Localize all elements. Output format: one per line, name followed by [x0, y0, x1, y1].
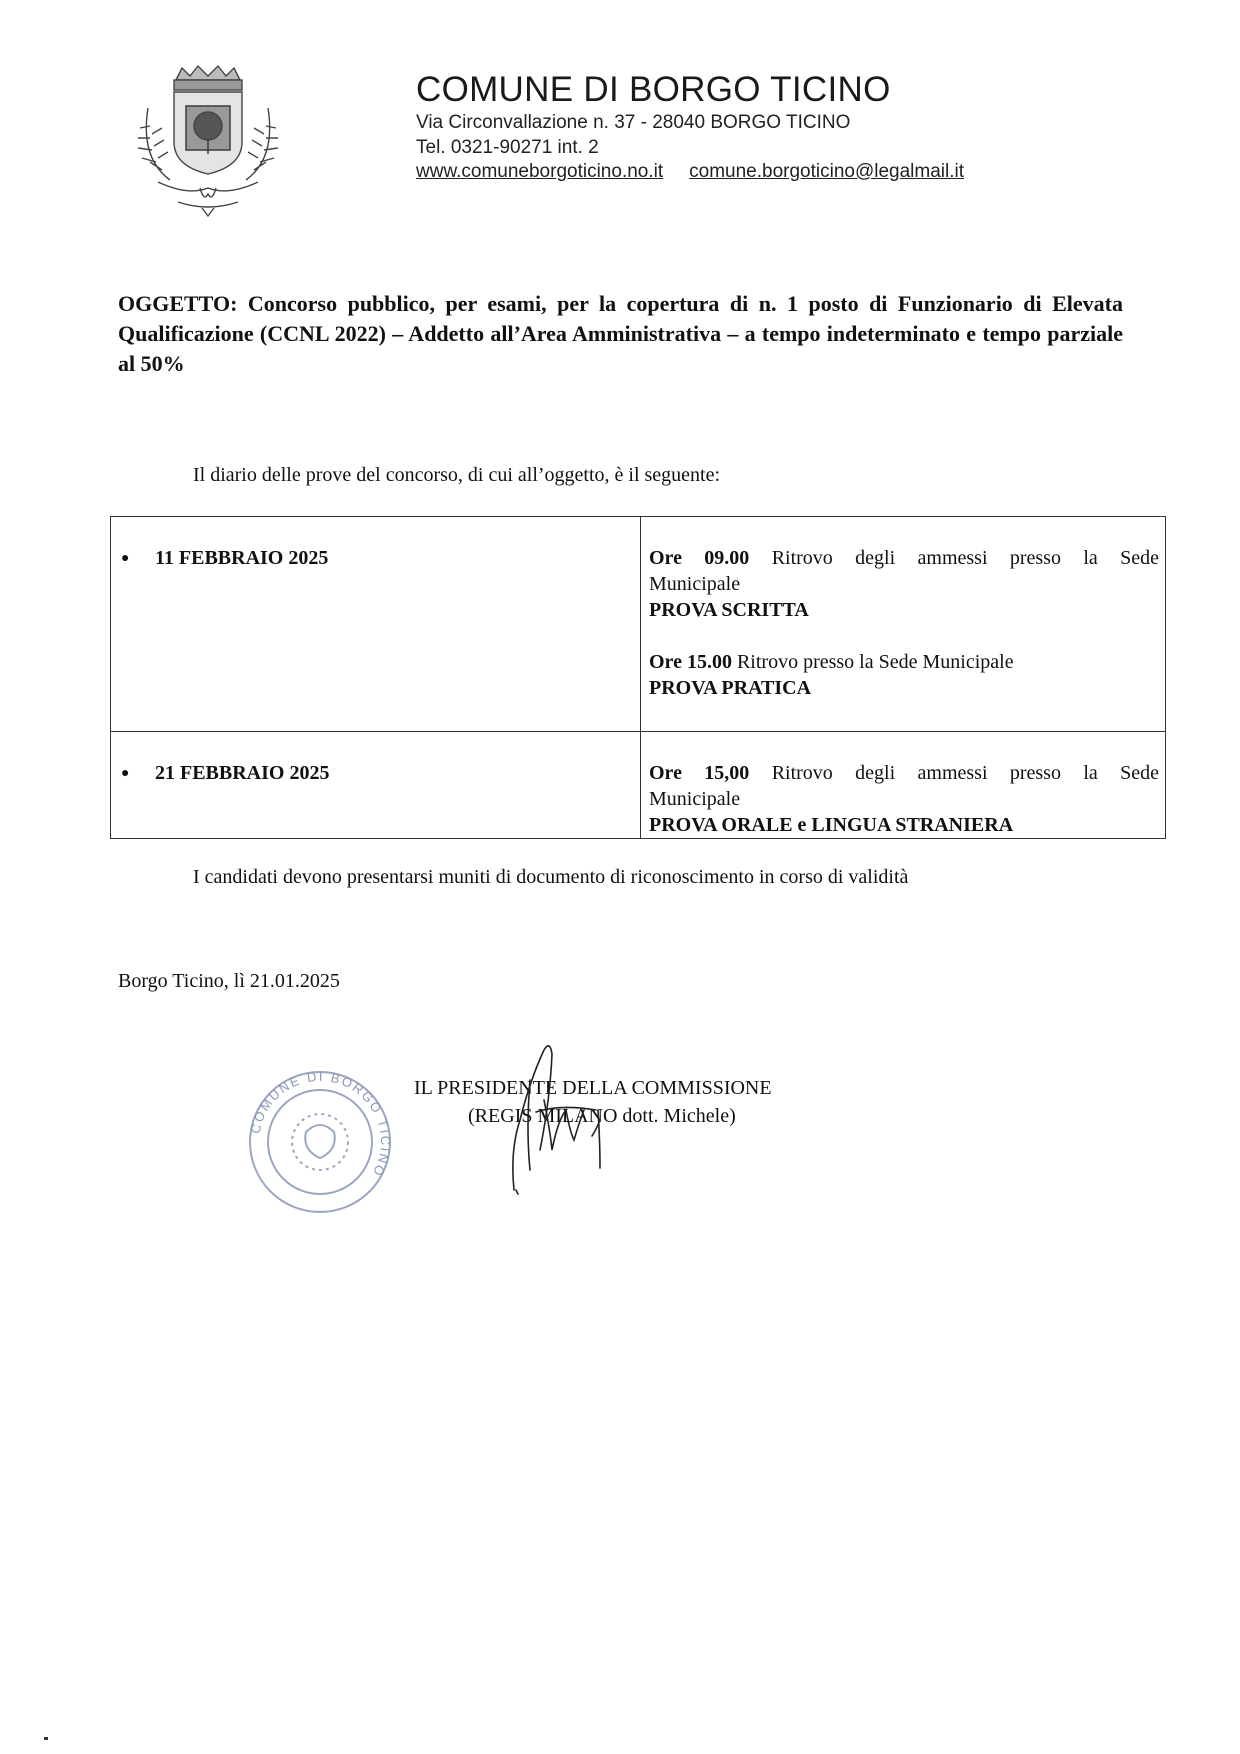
signatory-title: IL PRESIDENTE DELLA COMMISSIONE	[414, 1077, 772, 1099]
intro-text: Il diario delle prove del concorso, di cui all’oggetto, è il seguente:	[193, 464, 721, 486]
exam-date-cell	[111, 732, 641, 839]
website-link[interactable]: www.comuneborgoticino.no.it	[416, 161, 664, 182]
letterhead	[416, 70, 964, 184]
official-stamp-icon	[240, 1062, 400, 1222]
bullet-icon: ●	[121, 766, 130, 781]
subject-heading: OGGETTO: Concorso pubblico, per esami, per la copertura di n. 1 posto di Funzionario di Elevata Qualificazione (CCNL 2022) – Addetto all’Area Amministrativa – a tempo indeterminato e tempo parziale al 50%	[118, 291, 1123, 376]
table-row	[111, 517, 1166, 732]
handwritten-signature-icon	[500, 1040, 640, 1210]
place-and-date: Borgo Ticino, lì 21.01.2025	[118, 970, 340, 992]
stamp-text: COMUNE DI BORGO TICINO	[247, 1068, 394, 1181]
exam-type: PROVA ORALE e LINGUA STRANIERA	[649, 814, 1014, 836]
exam-meeting-text-cont: Municipale	[649, 788, 741, 810]
exam-time: Ore 15.00	[649, 651, 732, 673]
exam-details-cell	[641, 732, 1166, 839]
exam-time: Ore 09.00	[649, 547, 750, 569]
exam-meeting-text: Ritrovo degli ammessi presso la Sede	[771, 547, 1160, 569]
exam-date: 11 FEBBRAIO 2025	[155, 547, 329, 569]
exam-date-cell	[111, 517, 641, 732]
exam-type: PROVA PRATICA	[649, 677, 812, 699]
table-row	[111, 732, 1166, 839]
bullet-icon: ●	[121, 551, 130, 566]
organization-phone: Tel. 0321-90271 int. 2	[416, 137, 599, 158]
organization-name: COMUNE DI BORGO TICINO	[416, 70, 891, 109]
municipal-crest-icon	[118, 62, 298, 224]
exam-type: PROVA SCRITTA	[649, 599, 809, 621]
email-link[interactable]: comune.borgoticino@legalmail.it	[689, 161, 965, 182]
exam-details-cell	[641, 517, 1166, 732]
exam-time: Ore 15,00	[649, 762, 750, 784]
exam-schedule-table	[110, 516, 1166, 839]
exam-date: 21 FEBBRAIO 2025	[155, 762, 330, 784]
exam-meeting-text: Ritrovo presso la Sede Municipale	[736, 651, 1014, 673]
signatory-name: (REGIS MILANO dott. Michele)	[468, 1105, 736, 1127]
organization-address: Via Circonvallazione n. 37 - 28040 BORGO TICINO	[416, 112, 851, 133]
identity-document-notice: I candidati devono presentarsi muniti di documento di riconoscimento in corso di validità	[193, 866, 909, 888]
exam-meeting-text: Ritrovo degli ammessi presso la Sede	[771, 762, 1160, 784]
scan-mark	[44, 1737, 48, 1740]
exam-meeting-text-cont: Municipale	[649, 573, 741, 595]
